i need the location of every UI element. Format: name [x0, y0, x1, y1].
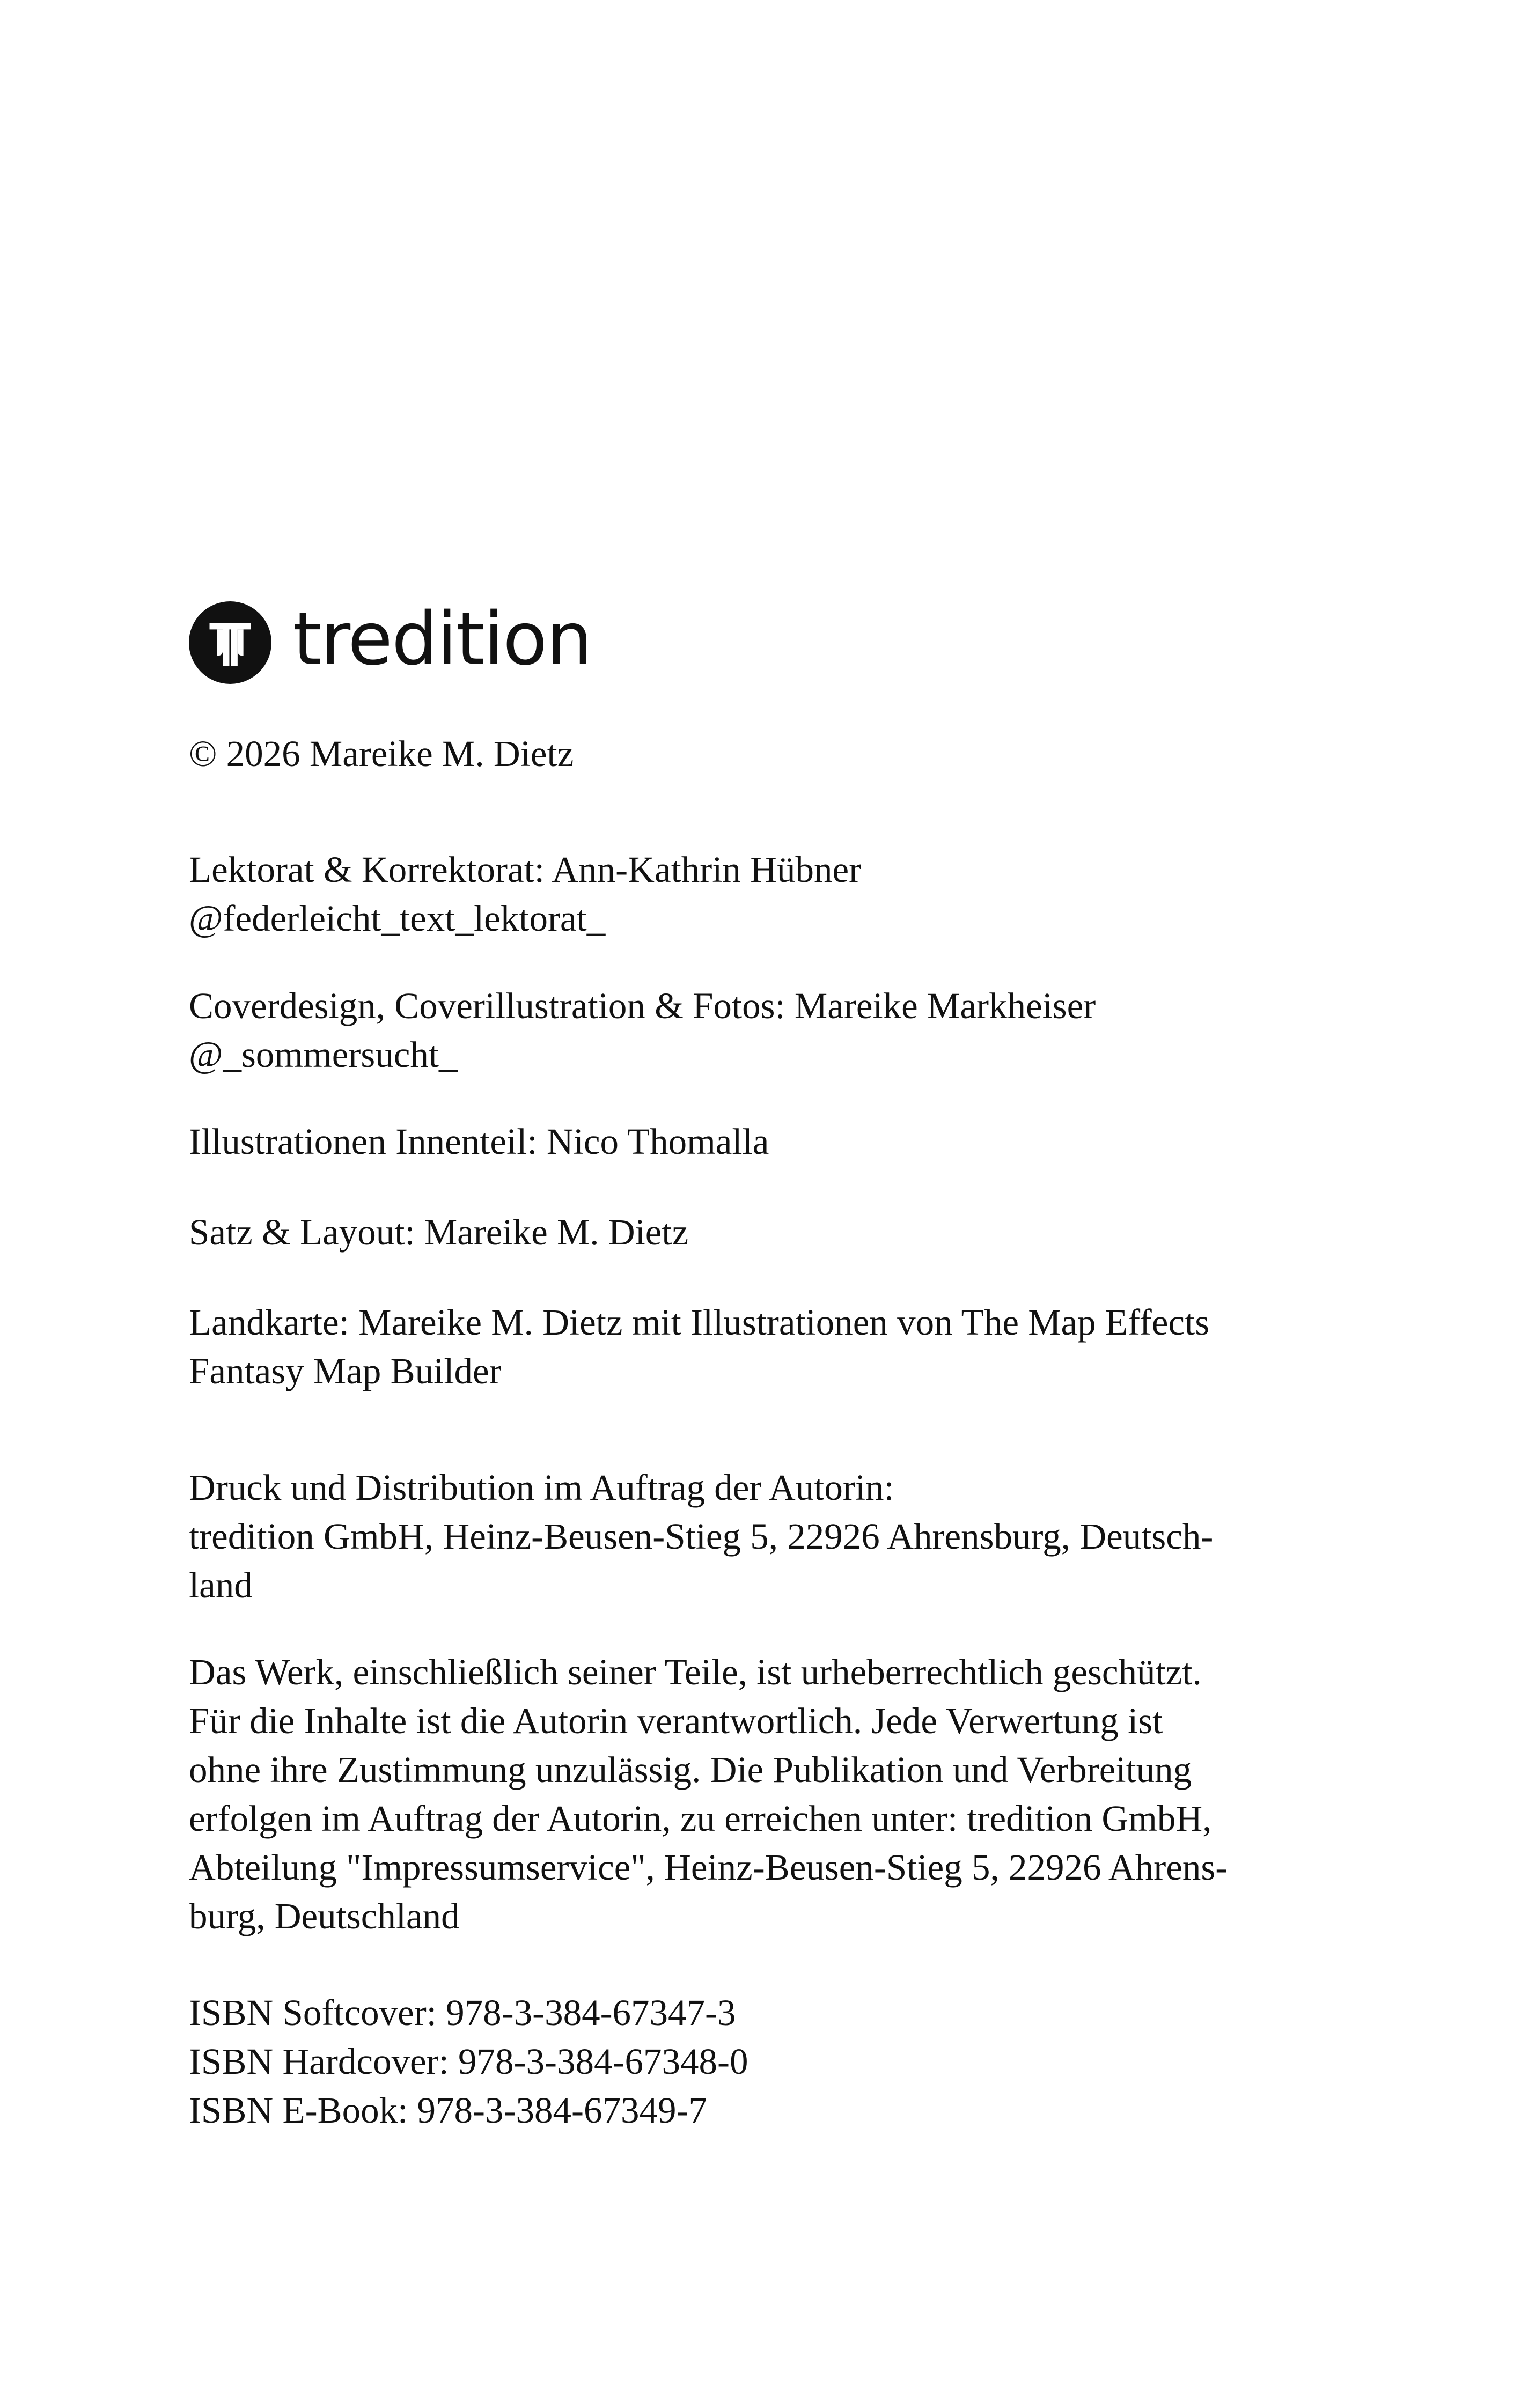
distribution-notice: [189, 1463, 1289, 1610]
legal-line: erfolgen im Auftrag der Autorin, zu erreichen unter: tredition GmbH,: [189, 1798, 1212, 1839]
editing-handle: @federleicht_text_lektorat_: [189, 898, 606, 939]
isbn-ebook: ISBN E-Book: 978-3-384-67349-7: [189, 2090, 707, 2131]
distribution-line: land: [189, 1565, 253, 1606]
isbn-hardcover: ISBN Hardcover: 978-3-384-67348-0: [189, 2041, 748, 2082]
legal-line: burg, Deutschland: [189, 1896, 460, 1936]
tredition-logo-icon: [189, 601, 271, 684]
editing-credit-line: Lektorat & Korrektorat: Ann-Kathrin Hübner: [189, 849, 862, 890]
cover-handle: @_sommersucht_: [189, 1034, 458, 1075]
distribution-line: tredition GmbH, Heinz-Beusen-Stieg 5, 22926 Ahrensburg, Deutsch-: [189, 1516, 1214, 1557]
illustrations-credit: [189, 1117, 1289, 1166]
publisher-name: tredition: [293, 597, 592, 682]
cover-credit: [189, 982, 1289, 1079]
map-credit-line: Landkarte: Mareike M. Dietz mit Illustrationen von The Map Effects: [189, 1302, 1210, 1343]
typesetting-credit-line: Satz & Layout: Mareike M. Dietz: [189, 1212, 689, 1253]
legal-notice: [189, 1648, 1289, 1941]
map-credit-line-2: Fantasy Map Builder: [189, 1351, 502, 1391]
isbn-list: [189, 1989, 1289, 2135]
copyright-line: © 2026 Mareike M. Dietz: [189, 733, 574, 774]
legal-line: Abteilung "Impressumservice", Heinz-Beusen-Stieg 5, 22926 Ahrens-: [189, 1847, 1228, 1888]
illustrations-credit-line: Illustrationen Innenteil: Nico Thomalla: [189, 1121, 769, 1162]
copyright-notice: [189, 730, 1289, 778]
legal-line: Das Werk, einschließlich seiner Teile, ist urheberrechtlich geschützt.: [189, 1652, 1202, 1692]
distribution-line: Druck und Distribution im Auftrag der Autorin:: [189, 1467, 894, 1508]
publisher-logo: [189, 597, 592, 686]
isbn-softcover: ISBN Softcover: 978-3-384-67347-3: [189, 1992, 736, 2033]
typesetting-credit: [189, 1208, 1289, 1257]
map-credit: [189, 1298, 1289, 1396]
editing-credit: [189, 845, 1289, 943]
legal-line: ohne ihre Zustimmung unzulässig. Die Publikation und Verbreitung: [189, 1749, 1192, 1790]
cover-credit-line: Coverdesign, Coverillustration & Fotos: Mareike Markheiser: [189, 985, 1096, 1026]
legal-line: Für die Inhalte ist die Autorin verantwortlich. Jede Verwertung ist: [189, 1700, 1163, 1741]
